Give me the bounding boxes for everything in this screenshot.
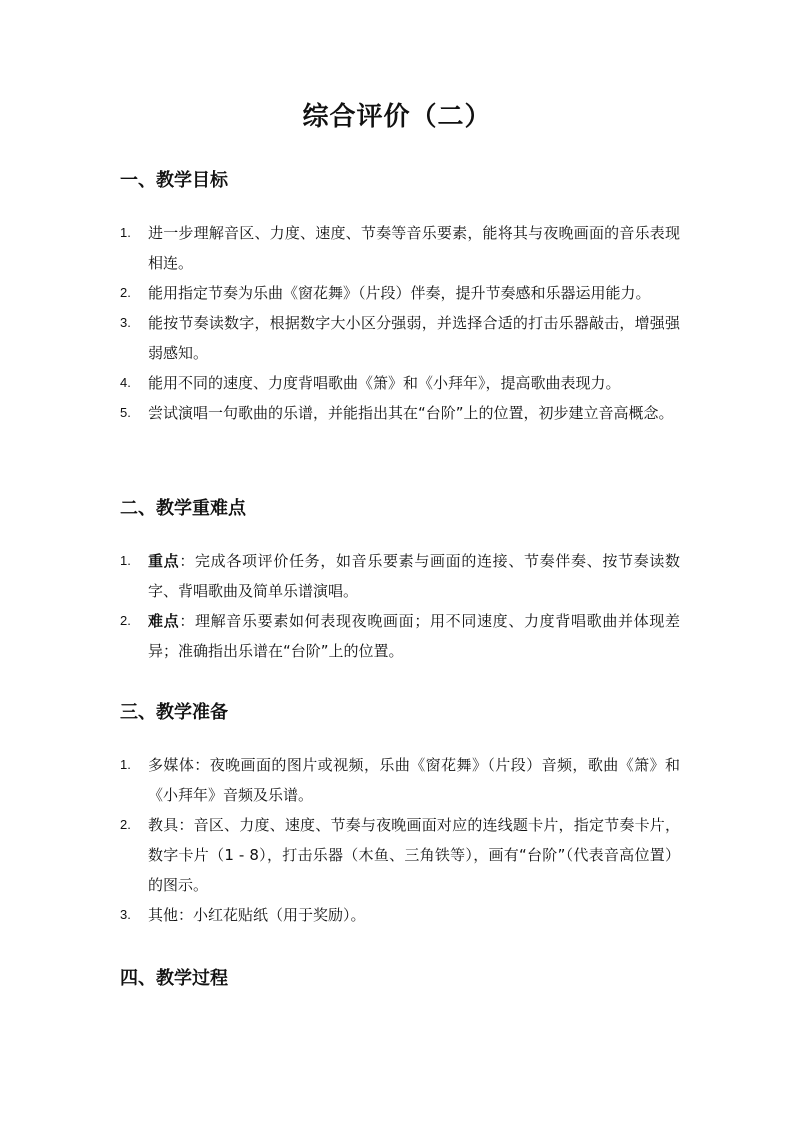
list-item [120,750,680,810]
list-number: 2. [120,817,131,832]
difficulty-label: 难点 [148,612,180,630]
list-text: 教具：音区、力度、速度、节奏与夜晚画面对应的连线题卡片，指定节奏卡片，数字卡片（1 - 8），打击乐器（木鱼、三角铁等），画有“台阶”（代表音高位置）的图示。 [148,816,680,894]
objectives-list [120,218,680,428]
list-number: 3. [120,907,131,922]
list-item [120,606,680,666]
list-item [120,308,680,368]
list-number: 1. [120,553,131,568]
list-number: 2. [120,613,131,628]
list-item [120,900,680,930]
list-text: 其他：小红花贴纸（用于奖励）。 [148,906,366,924]
list-number: 5. [120,405,131,420]
list-number: 3. [120,315,131,330]
page-title: 综合评价（二） [302,102,492,132]
list-item [120,218,680,278]
list-number: 2. [120,285,131,300]
key-point-text: ：完成各项评价任务，如音乐要素与画面的连接、节奏伴奏、按节奏读数字、背唱歌曲及简单乐谱演唱。 [148,552,680,600]
section-heading-process: 四、教学过程 [120,968,228,989]
list-text: 多媒体：夜晚画面的图片或视频，乐曲《窗花舞》（片段）音频，歌曲《箫》和《小拜年》音频及乐谱。 [148,756,680,804]
list-item [120,546,680,606]
list-text: 尝试演唱一句歌曲的乐谱，并能指出其在“台阶”上的位置，初步建立音高概念。 [148,404,674,422]
difficulty-text: ：理解音乐要素如何表现夜晚画面；用不同速度、力度背唱歌曲并体现差异；准确指出乐谱在“台阶”上的位置。 [148,612,680,660]
list-number: 1. [120,225,131,240]
list-text: 能按节奏读数字，根据数字大小区分强弱，并选择合适的打击乐器敲击，增强强弱感知。 [148,314,680,362]
list-number: 4. [120,375,131,390]
list-item [120,810,680,900]
list-item [120,368,680,398]
preparation-list [120,750,680,930]
list-item [120,278,680,308]
list-text: 能用指定节奏为乐曲《窗花舞》（片段）伴奏，提升节奏感和乐器运用能力。 [148,284,651,302]
list-item [120,398,680,428]
section-heading-objectives: 一、教学目标 [120,170,228,191]
list-text: 能用不同的速度、力度背唱歌曲《箫》和《小拜年》，提高歌曲表现力。 [148,374,621,392]
section-heading-preparation: 三、教学准备 [120,702,228,723]
section-heading-key-points: 二、教学重难点 [120,498,246,519]
list-number: 1. [120,757,131,772]
key-point-label: 重点 [148,552,180,570]
list-text [148,546,680,606]
list-text: 进一步理解音区、力度、速度、节奏等音乐要素，能将其与夜晚画面的音乐表现相连。 [148,224,680,272]
key-points-list [120,546,680,666]
list-text [148,606,680,666]
